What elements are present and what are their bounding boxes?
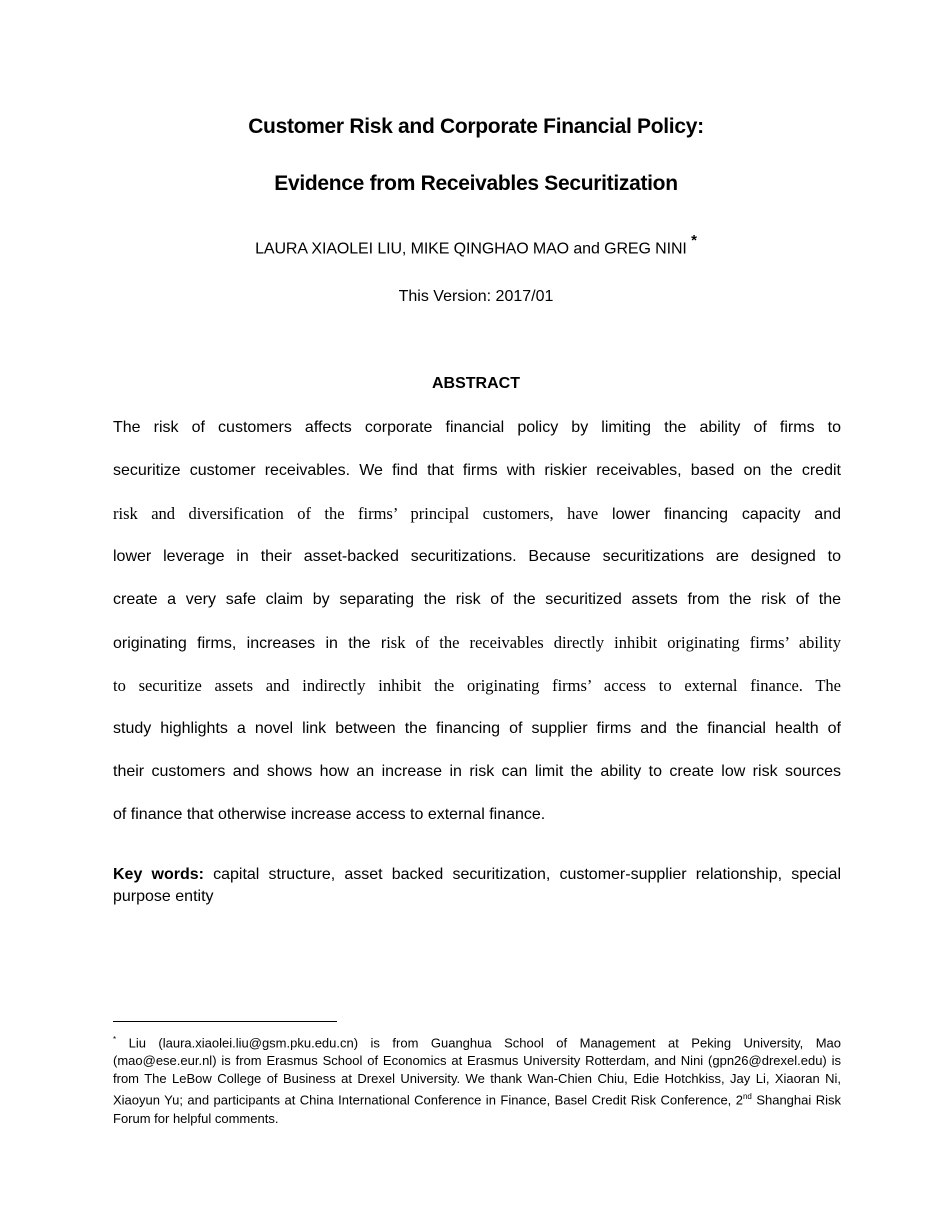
keywords [113, 864, 841, 908]
abstract-line: their customers and shows how an increase in risk can limit the ability to create low risk sources [113, 763, 841, 780]
abstract-line-serif-part: risk and diversification of the firms’ principal customers, have [113, 504, 599, 523]
footnote-divider [113, 1021, 337, 1022]
keywords-label: Key words: [113, 866, 204, 883]
author-footnote-mark: * [691, 232, 697, 249]
abstract-line: study highlights a novel link between the financing of supplier firms and the financial health of [113, 720, 841, 737]
abstract-line: lower leverage in their asset-backed securitizations. Because securitizations are designed to [113, 548, 841, 565]
footnote-text-end: Shanghai Risk Forum for helpful comments. [113, 1092, 841, 1126]
abstract-line-serif-part: isk of the receivables directly inhibit originating firms’ ability [386, 633, 842, 652]
abstract-heading: ABSTRACT [432, 375, 520, 392]
keywords-text: capital structure, asset backed securitization, customer-supplier relationship, special purpose entity [113, 866, 841, 905]
abstract-line [113, 629, 841, 672]
paper-title-line-2: Evidence from Receivables Securitization [274, 172, 678, 195]
author-names: LAURA XIAOLEI LIU, MIKE QINGHAO MAO and GREG NINI [255, 240, 687, 258]
footnote-text: Liu (laura.xiaolei.liu@gsm.pku.edu.cn) is from Guanghua School of Management at Peking University, Mao (mao@ese.eur.nl) is from Erasmus School of Economics at Erasmus University Rotterdam, and Nini (gpn26@drexel.edu) is from The LeBow College of Business at Drexel University. We thank Wan-Chien Chiu, Edie Hotchkiss, Jay Li, Xiaoran Ni, Xiaoyun Yu; and participants at China International Conference in Finance, Basel Credit Risk Conference, 2 [113, 1035, 841, 1108]
abstract-line-sans-part: lower financing capacity and [598, 506, 841, 523]
abstract-line [113, 672, 841, 715]
abstract-line: create a very safe claim by separating the risk of the securitized assets from the risk of the [113, 591, 841, 608]
abstract-line-serif-part: to securitize assets and indirectly inhibit the originating firms’ access to external finance. The [113, 676, 841, 695]
abstract-line: The risk of customers affects corporate financial policy by limiting the ability of firms to [113, 419, 841, 436]
abstract-line-sans-part: originating firms, increases in the r [113, 635, 387, 652]
author-list [0, 234, 952, 258]
footnote-mark: * [113, 1035, 117, 1044]
abstract-line [113, 500, 841, 543]
footnote-ordinal: nd [742, 1092, 752, 1102]
abstract-line: of finance that otherwise increase access to external finance. [113, 806, 546, 823]
footnote [113, 1031, 841, 1128]
abstract-body [113, 414, 841, 844]
version-date: This Version: 2017/01 [398, 288, 554, 305]
paper-title-line-1: Customer Risk and Corporate Financial Policy: [248, 115, 704, 138]
abstract-line: securitize customer receivables. We find that firms with riskier receivables, based on the credit [113, 462, 841, 479]
